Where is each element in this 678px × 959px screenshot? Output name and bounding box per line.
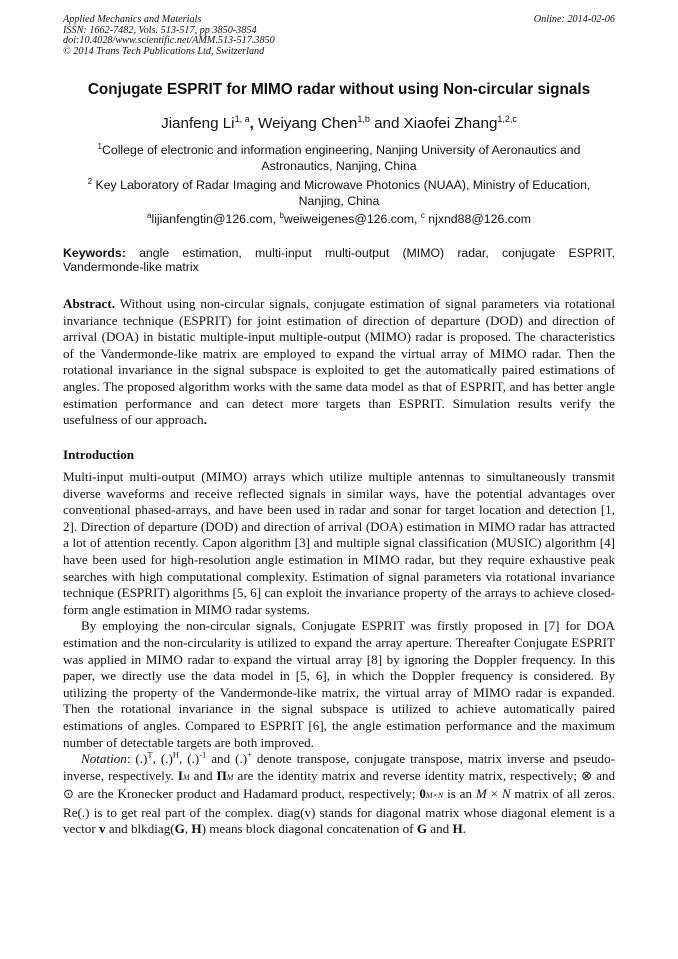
email-sup: b — [279, 211, 284, 220]
symbol-m: M — [475, 786, 487, 802]
notation-text: and — [427, 821, 453, 837]
author-sup: 1,2,c — [497, 114, 517, 124]
notation-text: . — [462, 821, 466, 837]
notation-text: is an — [443, 786, 476, 802]
notation-text: , (.) — [178, 751, 200, 767]
notation-text: , — [184, 821, 192, 837]
abstract-label: Abstract. — [63, 296, 115, 311]
notation-text: × — [486, 786, 502, 802]
affiliation-text: Key Laboratory of Radar Imaging and Microwave Photonics (NUAA), Ministry of Education, Nanjing, China — [92, 178, 591, 209]
online-date: Online: 2014-02-06 — [533, 14, 615, 25]
author-line — [63, 114, 615, 132]
hermitian-sup: H — [172, 749, 179, 760]
notation-text: are the identity matrix and reverse identity matrix, respectively; ⊗ and ⊙ are the Kronecker product and Hadamard product, respectively; — [63, 767, 615, 802]
abstract-end: . — [203, 412, 207, 428]
matrix-g: G — [174, 821, 185, 837]
notation-text: and (.) — [206, 751, 248, 767]
intro-paragraph-notation — [63, 751, 615, 838]
doi-line: doi:10.4028/www.scientific.net/AMM.513-517.3850 — [63, 35, 275, 47]
matrix-g: G — [416, 821, 427, 837]
keywords-label: Keywords: — [63, 246, 126, 260]
introduction-body — [63, 469, 615, 838]
section-heading-introduction: Introduction — [63, 447, 135, 462]
affiliation-sup: 1 — [97, 142, 102, 151]
notation-text: ) means block diagonal concatenation of — [201, 821, 417, 837]
keywords-text: angle estimation, multi-input multi-output (MIMO) radar, conjugate ESPRIT, Vandermonde-like matrix — [63, 246, 615, 274]
zero-matrix-subscript: M×N — [425, 791, 444, 801]
inverse-sup: -1 — [199, 749, 207, 760]
notation-text: denote transpose, conjugate transpose, matrix inverse and pseudo-inverse, respectively. — [63, 751, 616, 783]
journal-name: Applied Mechanics and Materials — [63, 14, 202, 25]
reverse-identity-symbol: Π — [216, 767, 227, 783]
notation-text: , (.) — [152, 751, 173, 767]
transpose-sup: T — [147, 749, 153, 760]
copyright-line: © 2014 Trans Tech Publications Ltd, Switzerland — [63, 45, 265, 57]
notation-text: : (.) — [126, 751, 148, 767]
vector-v: v — [99, 821, 106, 837]
paper-title: Conjugate ESPRIT for MIMO radar without using Non-circular signals — [87, 81, 591, 98]
author-separator: , — [249, 115, 254, 133]
reverse-identity-subscript: M — [226, 772, 234, 782]
intro-paragraph-2: By employing the non-circular signals, Conjugate ESPRIT was firstly proposed in [7] for DOA estimation and the non-circularity is utilized to expand the array aperture. Thereafter Conjugate ESPRIT was applied in MIMO radar to expand the virtual array [8] by ignoring the Doppler frequency. In this paper, we directly use the data model in [5, 6], in which the Doppler frequency is considered. By utilizing the property of the Vandermonde-like matrix, the virtual array of MIMO radar is expanded. Then the rotational invariance in the signal subspace is utilized to achieve automatically paired estimations of angles. Compared to ESPRIT [6], the angle estimation performance and the maximum number of detectable targets are both improved. — [63, 618, 615, 750]
email-line — [63, 208, 615, 227]
abstract — [63, 296, 615, 429]
notation-text: and blkdiag( — [105, 821, 175, 837]
notation-text: matrix of all zeros. Re(.) is to get real part of the complex. diag(v) stands for diagonal matrix whose diagonal element is a vector — [63, 786, 616, 837]
affiliation-sup: 2 — [87, 177, 93, 186]
author-name: and Xiaofei Zhang — [369, 115, 498, 133]
issn-line: ISSN: 1662-7482, Vols. 513-517, pp 3850-3854 — [63, 24, 257, 36]
keywords — [63, 246, 615, 274]
matrix-h: H — [452, 821, 463, 837]
email-sup: a — [147, 211, 152, 220]
identity-symbol: I — [177, 767, 183, 783]
affiliation-1 — [63, 139, 615, 174]
notation-text: and — [189, 767, 217, 783]
pseudo-inverse-sup: + — [247, 749, 252, 760]
identity-subscript: M — [182, 772, 190, 782]
affiliation-2 — [63, 174, 615, 209]
journal-header — [63, 15, 615, 57]
author-sup: 1,b — [357, 114, 370, 124]
zero-matrix-symbol: 0 — [419, 786, 426, 802]
author-sup: 1, a — [234, 114, 250, 124]
notation-label: Notation — [81, 751, 127, 767]
matrix-h: H — [191, 821, 202, 837]
email-sup: c — [420, 211, 425, 220]
email-address: njxnd88@126.com — [424, 212, 531, 227]
author-name: Jianfeng Li — [161, 115, 235, 133]
intro-paragraph-1: Multi-input multi-output (MIMO) arrays which utilize multiple antennas to simultaneously transmit diverse waveforms and receive reflected signals in similar ways, have the potential advantages over conventional phased-arrays, and have been used in radar and sonar for target location and detection [1, 2]. Direction of departure (DOD) and direction of arrival (DOA) estimation in MIMO radar has attracted a lot of attention recently. Capon algorithm [3] and multiple signal classification (MUSIC) algorithm [4] have been used for high-resolution angle estimation in MIMO radar, but they require exhaustive peak searches with high computational complexity. Estimation of signal parameters via rotational invariance technique (ESPRIT) algorithms [5, 6] can exploit the invariance property of the arrays to achieve closed-form angle estimation in MIMO radar systems. — [63, 469, 615, 617]
email-address: lijianfengtin@126.com, — [151, 212, 280, 227]
author-name: Weiyang Chen — [253, 115, 358, 133]
affiliation-text: College of electronic and information engineering, Nanjing University of Aeronautics and Astronautics, Nanjing, China — [101, 143, 581, 174]
symbol-n: N — [501, 786, 511, 802]
abstract-text: Without using non-circular signals, conjugate estimation of signal parameters via rotational invariance technique (ESPRIT) for joint estimation of direction of departure (DOD) and direction of arrival (DOA) in bistatic multiple-input multiple-output (MIMO) radar is proposed. The characteristics of the Vandermonde-like matrix are employed to expand the virtual array of MIMO radar. Then the rotational invariance in the signal subspace is exploited to get the automatically paired estimations of angles. The proposed algorithm works with the same data model as that of ESPRIT, and has better angle estimation performance and can detect more targets than ESPRIT. Simulation results verify the usefulness of our approach — [63, 296, 615, 428]
email-address: weiweigenes@126.com, — [283, 212, 421, 227]
